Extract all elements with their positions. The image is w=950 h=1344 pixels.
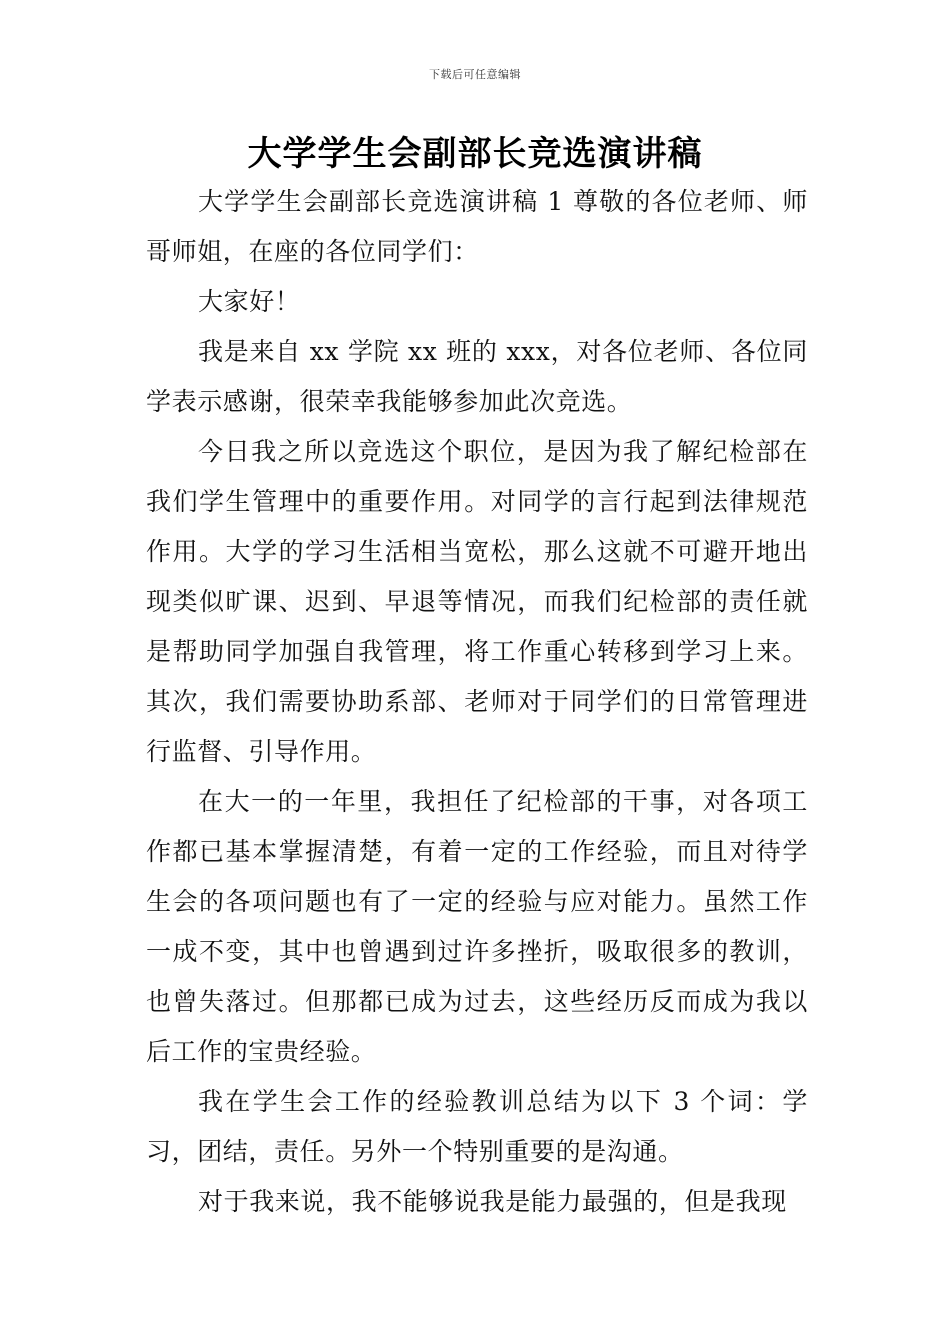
paragraph: 我是来自 xx 学院 xx 班的 xxx，对各位老师、各位同学表示感谢，很荣幸我能够参加此次竞选。 [146,337,808,416]
document-body [146,177,808,1227]
paragraph: 大家好！ [198,287,301,316]
paragraph: 我在学生会工作的经验教训总结为以下 3 个词：学习，团结，责任。另外一个特别重要的是沟通。 [146,1087,808,1166]
header-note: 下载后可任意编辑 [429,68,521,81]
paragraph: 大学学生会副部长竞选演讲稿 1 尊敬的各位老师、师哥师姐，在座的各位同学们： [146,187,808,266]
paragraph: 今日我之所以竞选这个职位，是因为我了解纪检部在我们学生管理中的重要作用。对同学的言行起到法律规范作用。大学的学习生活相当宽松，那么这就不可避开地出现类似旷课、迟到、早退等情况，而我们纪检部的责任就是帮助同学加强自我管理，将工作重心转移到学习上来。其次，我们需要协助系部、老师对于同学们的日常管理进行监督、引导作用。 [146,437,808,766]
paragraph: 对于我来说，我不能够说我是能力最强的，但是我现 [198,1187,787,1216]
document-title: 大学学生会副部长竞选演讲稿 [247,134,703,174]
paragraph: 在大一的一年里，我担任了纪检部的干事，对各项工作都已基本掌握清楚，有着一定的工作经验，而且对待学生会的各项问题也有了一定的经验与应对能力。虽然工作一成不变，其中也曾遇到过许多挫折，吸取很多的教训，也曾失落过。但那都已成为过去，这些经历反而成为我以后工作的宝贵经验。 [146,787,808,1066]
